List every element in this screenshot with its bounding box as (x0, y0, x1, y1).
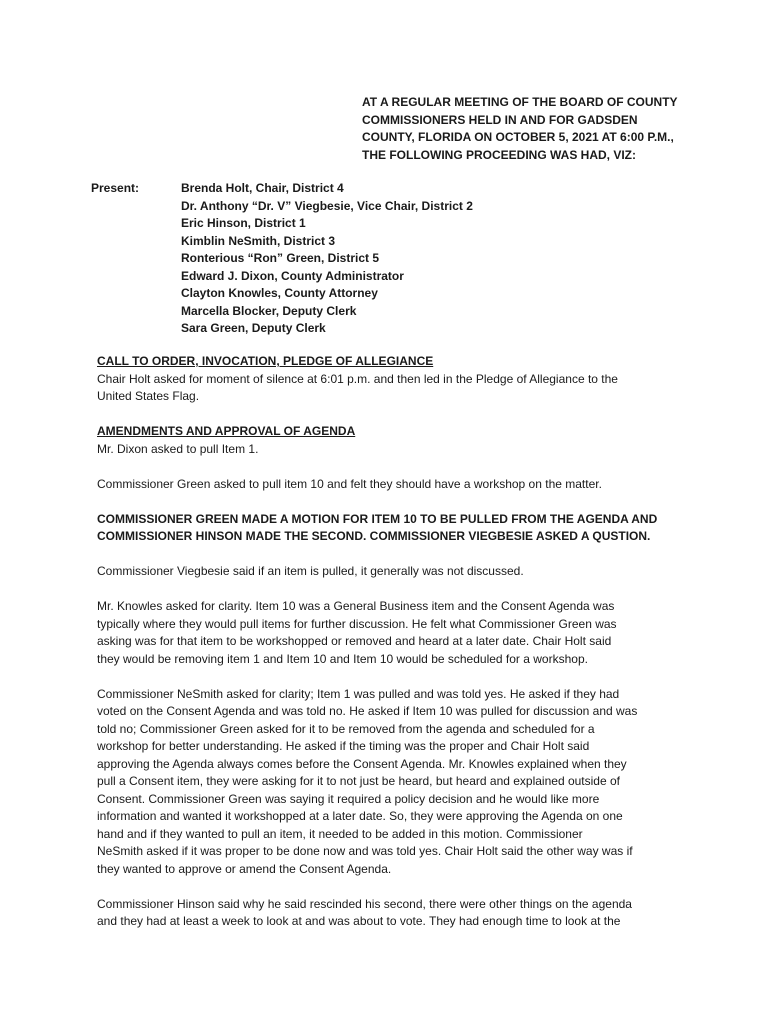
paragraph-line: Commissioner Hinson said why he said rescinded his second, there were other things on the agenda (97, 896, 632, 911)
attendee: Edward J. Dixon, County Administrator (181, 268, 404, 283)
paragraph-line: hand and if they wanted to pull an item, it needed to be added in this motion. Commissioner (97, 826, 583, 841)
paragraph-line: typically where they would pull items for further discussion. He felt what Commissioner Green was (97, 616, 617, 631)
call-to-order-section (97, 353, 677, 406)
paragraph (97, 686, 677, 879)
paragraph-line: Consent. Commissioner Green was saying it required a policy decision and he would like more (97, 791, 600, 806)
paragraph-line: Commissioner Green asked to pull item 10 and felt they should have a workshop on the matter. (97, 476, 602, 491)
amendments-section (97, 423, 677, 458)
attendee: Dr. Anthony “Dr. V” Viegbesie, Vice Chair, District 2 (181, 198, 473, 213)
paragraph-line: asking was for that item to be workshopped or removed and heard at a later date. Chair Holt said (97, 634, 612, 648)
paragraph-line: they wanted to approve or amend the Consent Agenda. (97, 861, 392, 876)
paragraph (97, 598, 677, 668)
paragraph-line: and they had at least a week to look at and was about to vote. They had enough time to look at the (97, 914, 621, 928)
paragraph-line: told no; Commissioner Green asked for it to be removed from the agenda and scheduled for a (97, 721, 595, 736)
attendee: Marcella Blocker, Deputy Clerk (181, 303, 357, 318)
paragraph-line: voted on the Consent Agenda and was told no. He asked if Item 10 was pulled for discussion and was (97, 704, 638, 718)
attendee: Kimblin NeSmith, District 3 (181, 233, 336, 248)
attendee: Sara Green, Deputy Clerk (181, 321, 326, 335)
attendee: Ronterious “Ron” Green, District 5 (181, 251, 380, 265)
paragraph-line: information and wanted it workshopped at a later date. So, they were approving the Agenda on one (97, 809, 623, 823)
motion-paragraph (97, 511, 677, 546)
attendee: Brenda Holt, Chair, District 4 (181, 181, 344, 195)
paragraph-line: workshop for better understanding. He asked if the timing was the proper and Chair Holt said (97, 739, 590, 753)
paragraph (97, 476, 677, 494)
paragraph (97, 563, 677, 581)
paragraph-line: approving the Agenda always comes before the Consent Agenda. Mr. Knowles explained when they (97, 756, 627, 771)
header-line: COUNTY, FLORIDA ON OCTOBER 5, 2021 AT 6:00 P.M., (362, 130, 674, 144)
attendee: Clayton Knowles, County Attorney (181, 286, 378, 300)
meeting-header (362, 94, 692, 164)
attendee-list (181, 180, 473, 338)
paragraph-line: Mr. Knowles asked for clarity. Item 10 was a General Business item and the Consent Agenda was (97, 599, 615, 613)
section-heading: AMENDMENTS AND APPROVAL OF AGENDA (97, 424, 356, 438)
attendee: Eric Hinson, District 1 (181, 216, 306, 230)
present-label: Present: (91, 181, 140, 195)
paragraph-line: pull a Consent item, they were asking for it to not just be heard, but heard and explained outside of (97, 774, 620, 788)
header-line: THE FOLLOWING PROCEEDING WAS HAD, VIZ: (362, 147, 636, 162)
paragraph (97, 896, 677, 931)
motion-line: COMMISSIONER GREEN MADE A MOTION FOR ITEM 10 TO BE PULLED FROM THE AGENDA AND (97, 511, 658, 526)
motion-line: COMMISSIONER HINSON MADE THE SECOND. COMMISSIONER VIEGBESIE ASKED A QUSTION. (97, 529, 651, 543)
paragraph-line: Chair Holt asked for moment of silence at 6:01 p.m. and then led in the Pledge of Allegiance to the (97, 371, 618, 386)
minutes-body (97, 353, 677, 948)
paragraph-line: Commissioner Viegbesie said if an item is pulled, it generally was not discussed. (97, 564, 524, 578)
section-heading: CALL TO ORDER, INVOCATION, PLEDGE OF ALLEGIANCE (97, 354, 434, 368)
header-line: COMMISSIONERS HELD IN AND FOR GADSDEN (362, 112, 638, 127)
paragraph-line: NeSmith asked if it was proper to be done now and was told yes. Chair Holt said the other way was if (97, 844, 633, 858)
paragraph-line: United States Flag. (97, 389, 200, 403)
header-line: AT A REGULAR MEETING OF THE BOARD OF COUNTY (362, 95, 678, 109)
paragraph-line: they would be removing item 1 and Item 10 and Item 10 would be scheduled for a workshop. (97, 651, 588, 666)
paragraph-line: Mr. Dixon asked to pull Item 1. (97, 441, 259, 456)
paragraph-line: Commissioner NeSmith asked for clarity; Item 1 was pulled and was told yes. He asked if they had (97, 686, 620, 701)
